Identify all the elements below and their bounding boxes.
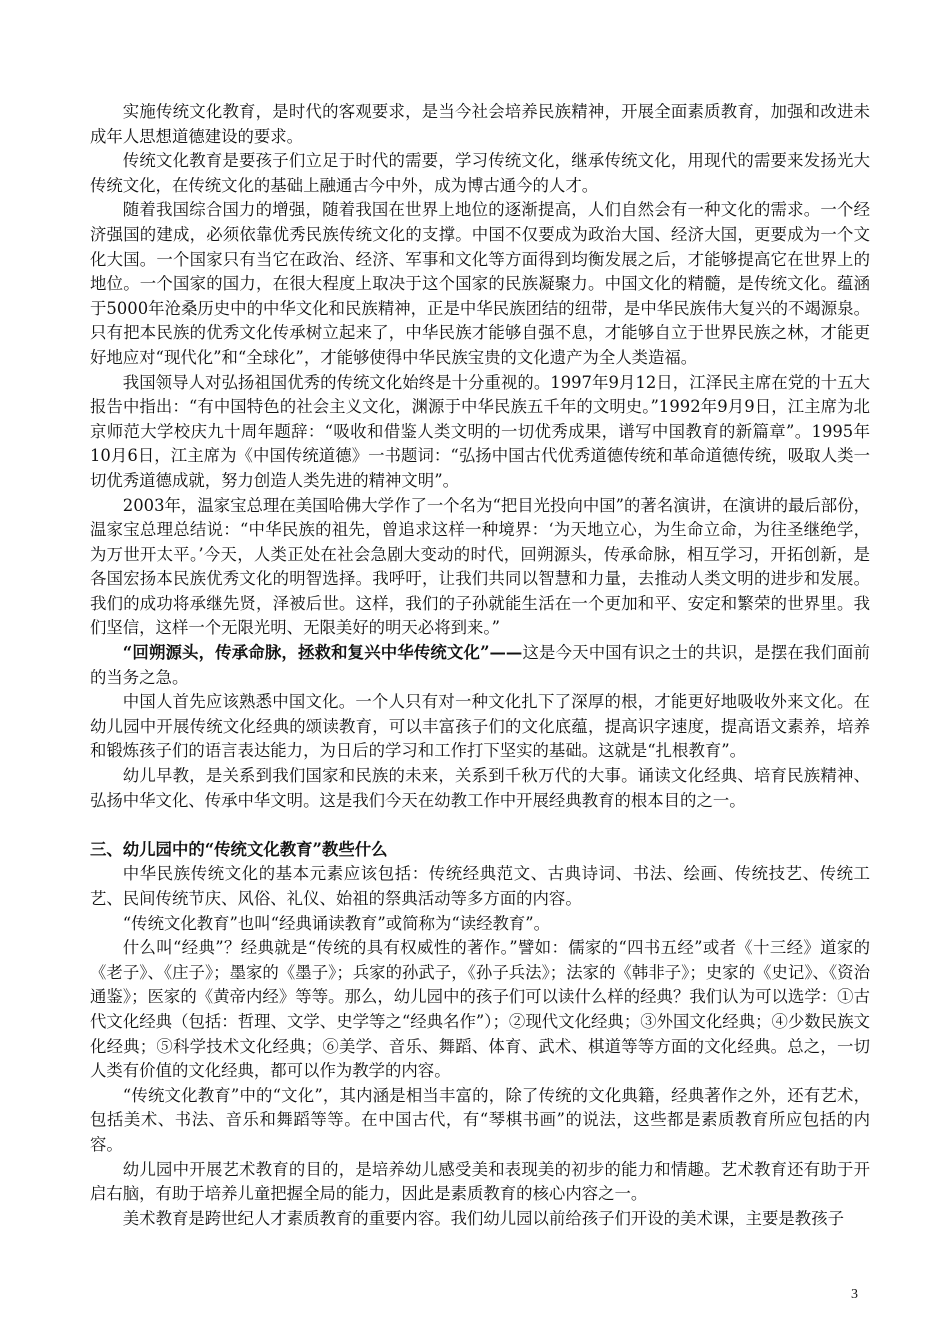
paragraph: 实施传统文化教育，是时代的客观要求，是当今社会培养民族精神，开展全面素质教育，加强和改进未成年人思想道德建设的要求。 [90, 102, 870, 146]
paragraph: 2003年，温家宝总理在美国哈佛大学作了一个名为“把目光投向中国”的著名演讲，在演讲的最后部份，温家宝总理总结说：“中华民族的祖先，曾追求这样一种境界：‘为天地立心，为生命立命，为往圣继绝学，为万世开太平。’今天，人类正处在社会急剧大变动的时代，回朔源头，传承命脉，相互学习，开拓创新，是各国宏扬本民族优秀文化的明智选择。我呼吁，让我们共同以智慧和力量，去推动人类文明的进步和发展。我们的成功将承继先贤，泽被后世。这样，我们的子孙就能生活在一个更加和平、安定和繁荣的世界里。我们坚信，这样一个无限光明、无限美好的明天必将到来。” [90, 495, 870, 638]
paragraph: 随着我国综合国力的增强，随着我国在世界上地位的逐渐提高，人们自然会有一种文化的需求。一个经济强国的建成，必须依靠优秀民族传统文化的支撑。中国不仅要成为政治大国、经济大国，更要成为一个文化大国。一个国家只有当它在政治、经济、军事和文化等方面得到均衡发展之后，才能够提高它在世界上的地位。一个国家的国力，在很大程度上取决于这个国家的民族凝聚力。中国文化的精髓，是传统文化。蕴涵于5000年沧桑历史中的中华文化和民族精神，正是中华民族团结的纽带，是中华民族伟大复兴的不竭源泉。只有把本民族的优秀文化传承树立起来了，中华民族才能够自强不息，才能够自立于世界民族之林，才能更好地应对“现代化”和“全球化”，才能够使得中华民族宝贵的文化遗产为全人类造福。 [90, 200, 870, 367]
paragraph: 什么叫“经典”？经典就是“传统的具有权威性的著作。”譬如：儒家的“四书五经”或者《十三经》道家的《老子》、《庄子》；墨家的《墨子》；兵家的孙武子，《孙子兵法》；法家的《韩非子》；史家的《史记》、《资治通鉴》；医家的《黄帝内经》等等。那么，幼儿园中的孩子们可以读什么样的经典？我们认为可以选学：①古代文化经典（包括：哲理、文学、史学等之“经典名作”）；②现代文化经典；③外国文化经典；④少数民族文化经典；⑤科学技术文化经典；⑥美学、音乐、舞蹈、体育、武术、棋道等等方面的文化经典。总之，一切人类有价值的文化经典，都可以作为教学的内容。 [90, 938, 870, 1081]
paragraph: 美术教育是跨世纪人才素质教育的重要内容。我们幼儿园以前给孩子们开设的美术课，主要是教孩子 [122, 1208, 844, 1228]
paragraph: 中华民族传统文化的基本元素应该包括：传统经典范文、古典诗词、书法、绘画、传统技艺、传统工艺、民间传统节庆、风俗、礼仪、始祖的祭典活动等多方面的内容。 [90, 864, 870, 908]
document-page [90, 100, 870, 1231]
paragraph: 中国人首先应该熟悉中国文化。一个人只有对一种文化扎下了深厚的根，才能更好地吸收外来文化。在幼儿园中开展传统文化经典的颂读教育，可以丰富孩子们的文化底蕴，提高识字速度，提高语文素养，培养和锻炼孩子们的语言表达能力，为日后的学习和工作打下坚实的基础。这就是“扎根教育”。 [90, 692, 870, 761]
bold-quote: “回朔源头，传承命脉，拯救和复兴中华传统文化”—— [122, 643, 523, 663]
paragraph: 幼儿早教，是关系到我们国家和民族的未来，关系到千秋万代的大事。诵读文化经典、培育民族精神、弘扬中华文化、传承中华文明。这是我们今天在幼教工作中开展经典教育的根本目的之一。 [90, 766, 870, 810]
paragraph-rest: 这是今天中国有识之士的共识，是摆在我们面前的当务之急。 [90, 643, 870, 687]
page-number: 3 [851, 1287, 858, 1302]
section-gap [90, 813, 870, 838]
paragraph: 传统文化教育是要孩子们立足于时代的需要，学习传统文化，继承传统文化，用现代的需要来发扬光大传统文化，在传统文化的基础上融通古今中外，成为博古通今的人才。 [90, 151, 870, 195]
paragraph: “传统文化教育”中的“文化”，其内涵是相当丰富的，除了传统的文化典籍，经典著作之外，还有艺术，包括美术、书法、音乐和舞蹈等等。在中国古代，有“琴棋书画”的说法，这些都是素质教育所应包括的内容。 [90, 1085, 870, 1154]
section-heading: 三、幼儿园中的“传统文化教育”教些什么 [90, 839, 388, 859]
paragraph: 幼儿园中开展艺术教育的目的，是培养幼儿感受美和表现美的初步的能力和情趣。艺术教育还有助于开启右脑，有助于培养儿童把握全局的能力，因此是素质教育的核心内容之一。 [90, 1159, 870, 1204]
paragraph: 我国领导人对弘扬祖国优秀的传统文化始终是十分重视的。1997年9月12日，江泽民主席在党的十五大报告中指出：“有中国特色的社会主义文化，渊源于中华民族五千年的文明史。”1992年9月9日，江主席为北京师范大学校庆九十周年题辞：“吸收和借鉴人类文明的一切优秀成果，谱写中国教育的新篇章”。1995年10月6日，江主席为《中国传统道德》一书题词：“弘扬中国古代优秀道德传统和革命道德传统，吸取人类一切优秀道德成就，努力创造人类先进的精神文明”。 [90, 372, 870, 490]
paragraph: “传统文化教育”也叫“经典诵读教育”或简称为“读经教育”。 [122, 913, 551, 933]
bold-lead-paragraph [90, 641, 870, 690]
